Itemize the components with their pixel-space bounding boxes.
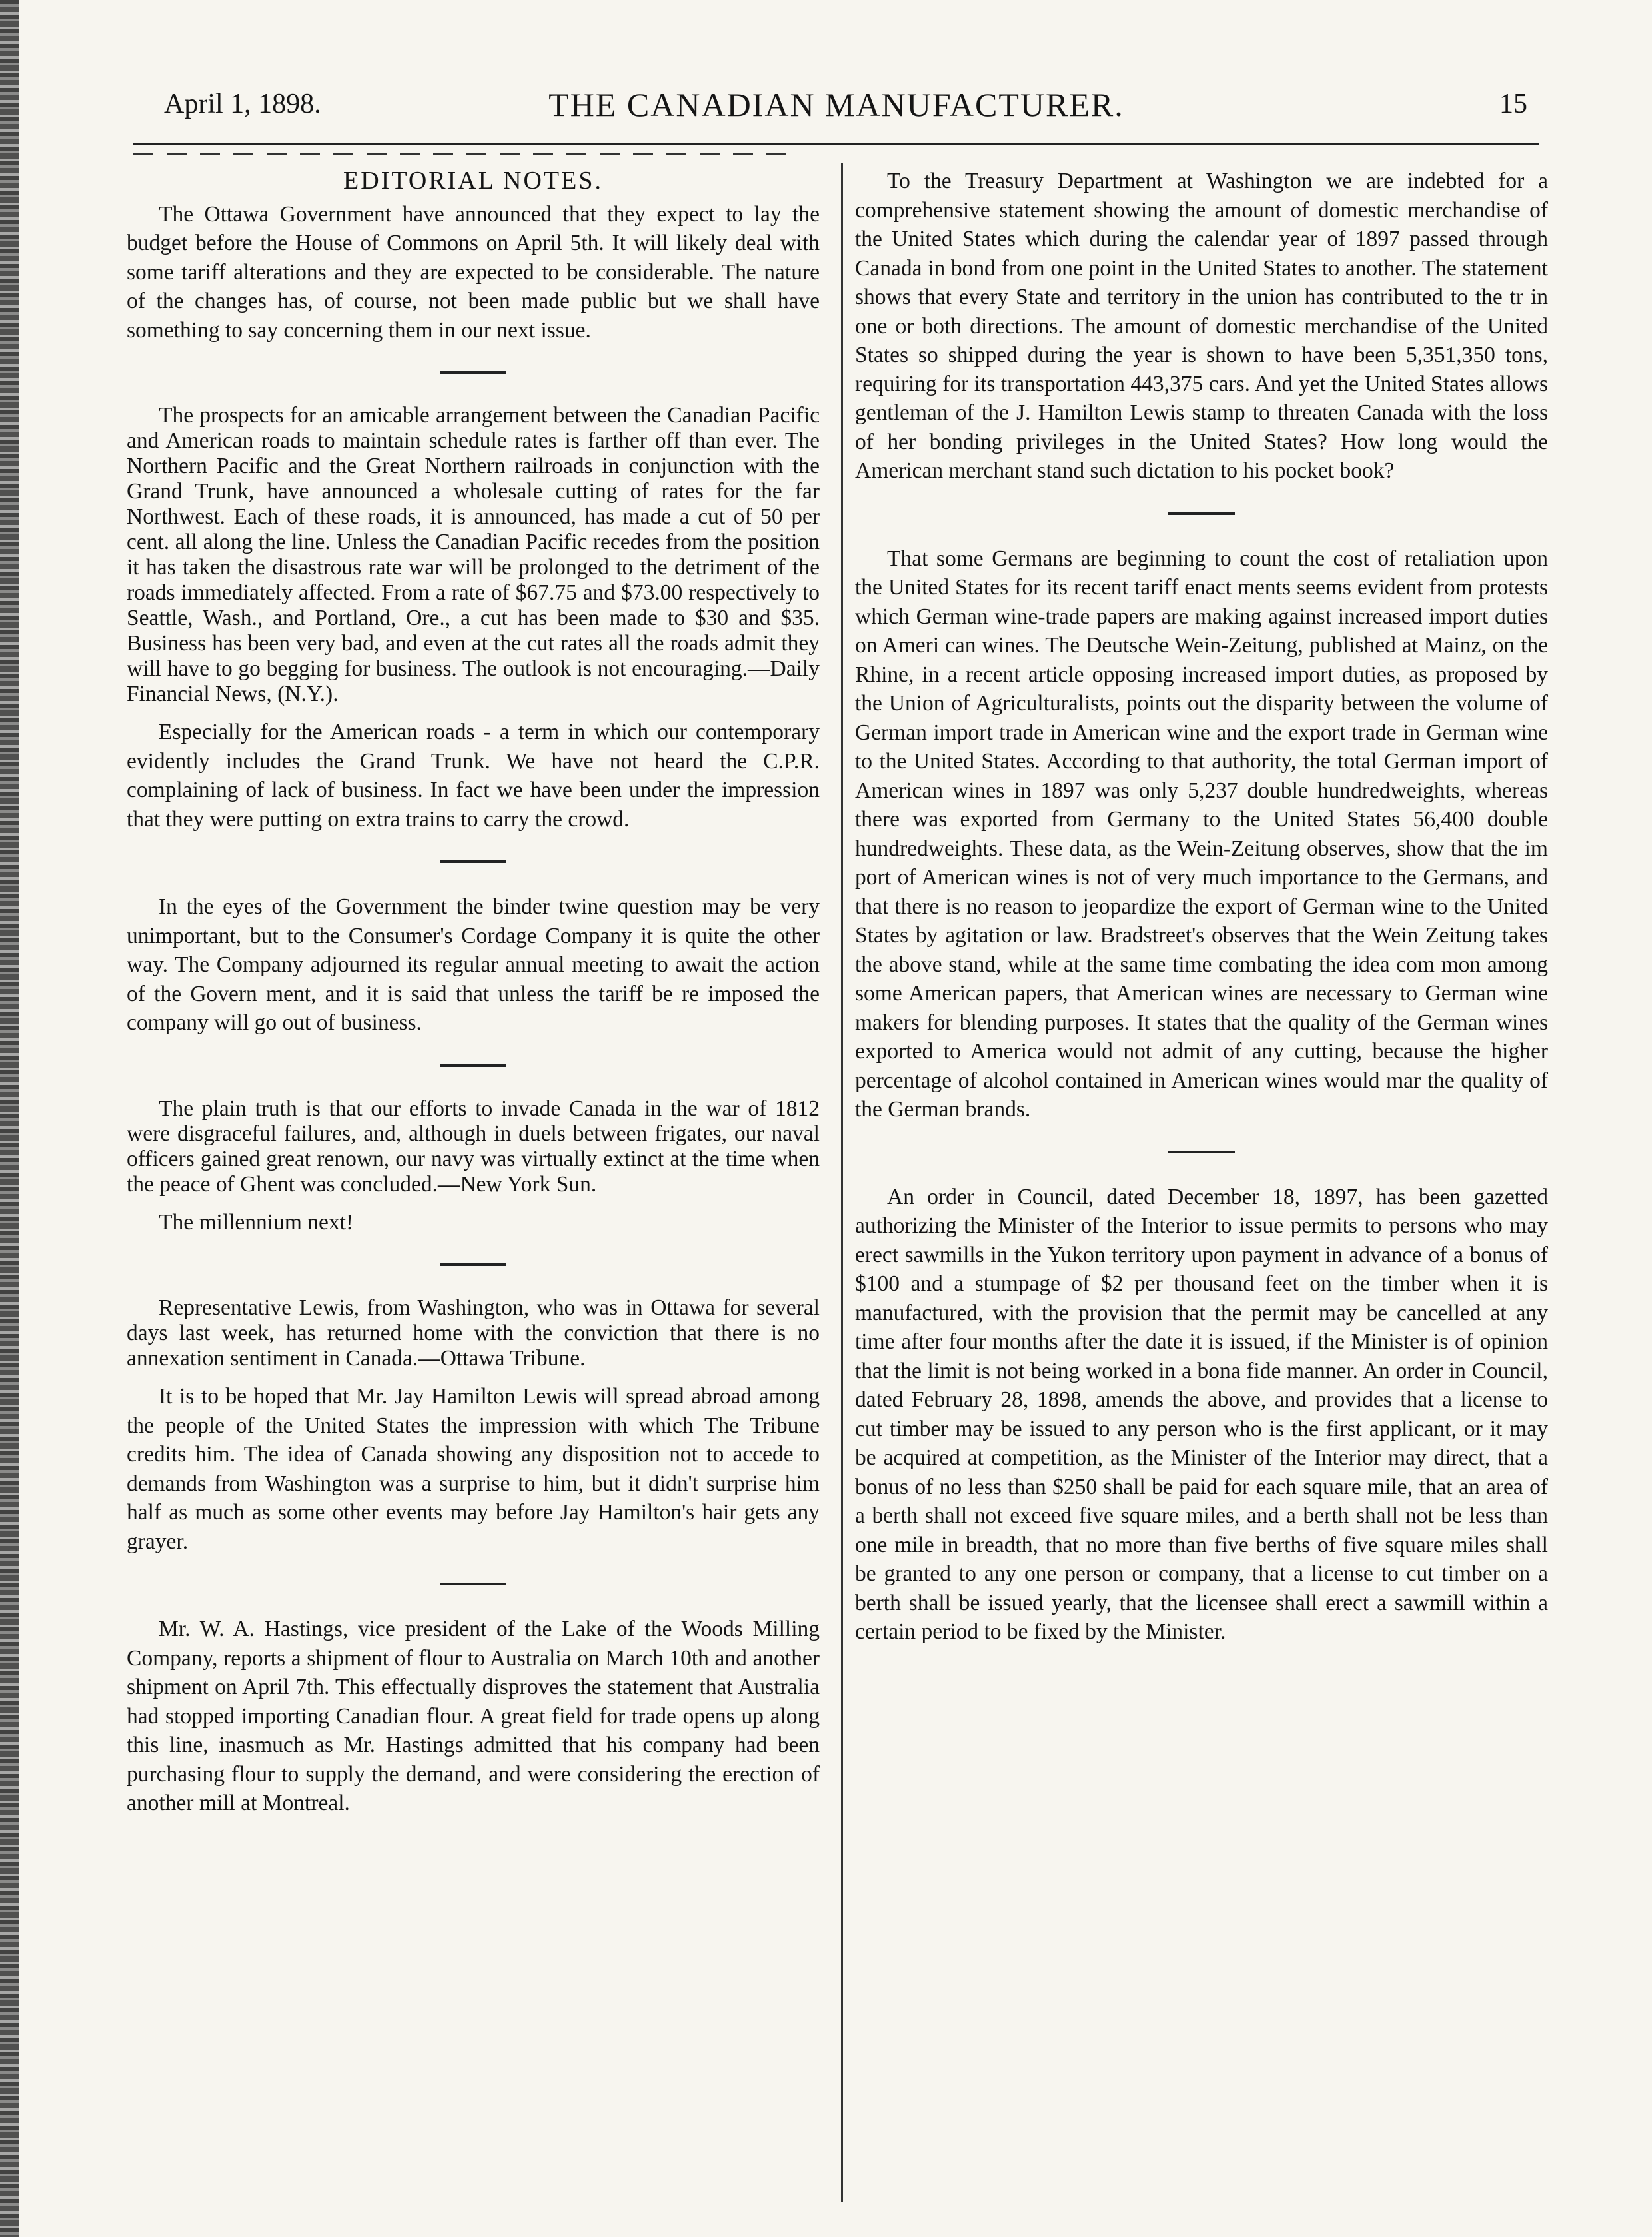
paragraph-rate-war: The prospects for an amicable arrangement between the Canadian Pacific and American roads to maintain schedule rates is farther off than ever. The Northern Pacific and the Great Northern railroads in conjunction with the Grand Trunk, have announced a wholesale cutting of rates for the far Northwest. Each of these roads, it is announced, has made a cut of 50 per cent. all along the line. Unless the Canadian Pacific recedes from the position it has taken the disastrous rate war will be prolonged to the detriment of the roads immediately affected. From a rate of $67.75 and $73.00 respectively to Seattle, Wash., and Portland, Ore., a cut has been made to $30 and $35. Business has been very bad, and even at the cut rates all the roads admit they will have to go begging for business. The outlook is not encouraging.—Daily Financial News, (N.Y.). (127, 403, 820, 706)
paragraph-binder-twine: In the eyes of the Government the binder twine question may be very unimportant, but to the Consumer's Cordage Company it is quite the other way. The Company adjourned its regular annual meeting to await the action of the Govern ment, and it is said that unless the tariff be re imposed the company will go out of business. (127, 894, 820, 1035)
left-column (127, 167, 820, 1829)
issue-date: April 1, 1898. (164, 89, 321, 119)
separator-rule (1168, 512, 1235, 515)
separator-rule (440, 1583, 506, 1585)
separator-rule (440, 1064, 506, 1067)
paragraph-representative-lewis: Representative Lewis, from Washington, who was in Ottawa for several days last week, has returned home with the conviction that there is no annexation sentiment in Canada.—Ottawa Tribune. (127, 1295, 820, 1371)
page-number: 15 (1499, 89, 1527, 119)
paragraph-hamilton-lewis: It is to be hoped that Mr. Jay Hamilton Lewis will spread abroad among the people of the United States the impression with which The Tribune credits him. The idea of Canada showing any disposition not to accede to demands from Washington was a surprise to him, but it didn't surprise him half as much as some other events may before Jay Hamilton's hair gets any grayer. (127, 1384, 820, 1554)
separator-rule (1168, 1151, 1235, 1153)
paragraph-american-roads: Especially for the American roads - a term in which our contemporary evidently includes the Grand Trunk. We have not heard the C.P.R. complaining of lack of business. In fact we have been under the impression that they were putting on extra trains to carry the crowd. (127, 720, 820, 832)
paragraph-treasury: To the Treasury Department at Washington we are indebted for a comprehensive statement showing the amount of domestic merchandise of the United States which during the calendar year of 1897 passed through Canada in bond from one point in the United States to another. The statement shows that every State and territory in the union has contributed to the tr in one or both directions. The amount of domestic merchandise of the United States so shipped during the year is shown to have been 5,351,350 tons, requiring for its transportation 443,375 cars. And yet the United States allows gentleman of the J. Hamilton Lewis stamp to threaten Canada with the loss of her bonding privileges in the United States? How long would the American merchant stand such dictation to his pocket book? (855, 169, 1548, 483)
paragraph-yukon-sawmills: An order in Council, dated December 18, 1897, has been gazetted authorizing the Minister of the Interior to issue permits to persons who may erect sawmills in the Yukon territory upon payment in advance of a bonus of $100 and a stumpage of $2 per thousand feet on the timber when it is manufactured, with the provision that the permit may be cancelled at any time after four months after the date it is issued, if the Minister is of opinion that the limit is not being worked in a bona fide manner. An order in Council, dated February 28, 1898, amends the above, and provides that a license to cut timber may be issued to any person who is the first applicant, or it may be acquired at competition, as the Minister of the Interior may direct, that a bonus of no less than $250 shall be paid for each square mile, that an area of a berth shall not exceed five square miles, and a berth shall not be less than one mile in breadth, that no more than five berths of five square miles shall be granted to any one person or company, that a license to cut timber on a berth shall be issued yearly, that the licensee shall erect a sawmill within a certain period to be fixed by the Minister. (855, 1184, 1548, 1644)
paragraph-german-wines: That some Germans are beginning to count the cost of retaliation upon the United States for its recent tariff enact ments seems evident from protests which German wine-trade papers are making against increased import duties on Ameri can wines. The Deutsche Wein-Zeitung, published at Mainz, on the Rhine, in a recent article opposing increased import duties, as proposed by the Union of Agriculturalists, points out the disparity between the volume of German import trade in American wine and the export trade in German wine to the United States. According to that authority, the total German import of American wines in 1897 was only 5,237 double hundredweights, whereas there was exported from Germany to the United States 56,400 double hundredweights. These data, as the Wein-Zeitung observes, show that the im port of American wines is not of very much importance to the Germans, and that there is no reason to jeopardize the export of German wine to the United States by agitation or law. Bradstreet's observes that the Wein Zeitung takes the above stand, while at the same time combating the idea com mon among some American papers, that American wines are necessary to German wine makers for blending purposes. It states that the quality of the German wines exported to America would not admit of any cutting, because the higher percentage of alcohol contained in American wines would mar the quality of the German brands. (855, 546, 1548, 1121)
page-header (133, 83, 1539, 136)
paragraph-war-1812: The plain truth is that our efforts to invade Canada in the war of 1812 were disgraceful failures, and, although in duels between frigates, our naval officers gained great renown, our navy was virtually extinct at the time when the peace of Ghent was concluded.—New York Sun. (127, 1096, 820, 1197)
section-heading: EDITORIAL NOTES. (343, 167, 603, 195)
paragraph-budget: The Ottawa Government have announced that they expect to lay the budget before the House of Commons on April 5th. It will likely deal with some tariff alterations and they are expected to be considerable. The nature of the changes has, of course, not been made public but we shall have something to say concerning them in our next issue. (127, 201, 820, 343)
separator-rule (440, 860, 506, 863)
header-rule-dashed (133, 153, 800, 155)
column-divider (841, 163, 843, 2202)
right-column (855, 167, 1548, 1657)
header-rule (133, 143, 1539, 145)
scan-binding-edge (0, 0, 19, 2237)
paragraph-millennium: The millennium next! (159, 1209, 354, 1235)
paragraph-hastings-flour: Mr. W. A. Hastings, vice president of the Lake of the Woods Milling Company, reports a shipment of flour to Australia on March 10th and another shipment on April 7th. This effectually disproves the statement that Australia had stopped importing Canadian flour. A great field for trade opens up along this line, inasmuch as Mr. Hastings admitted that his company had been purchasing flour to supply the demand, and were considering the erection of another mill at Montreal. (127, 1617, 820, 1815)
separator-rule (440, 371, 506, 374)
separator-rule (440, 1263, 506, 1266)
publication-title: THE CANADIAN MANUFACTURER. (548, 86, 1124, 123)
